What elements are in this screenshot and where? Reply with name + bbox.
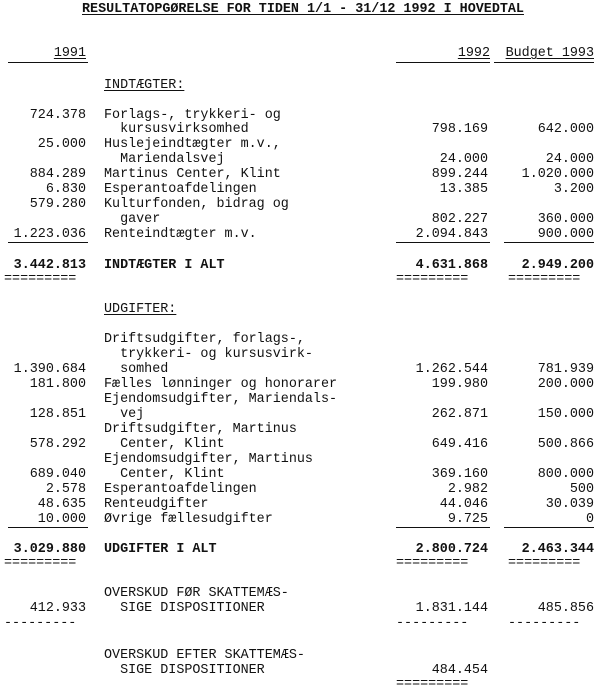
value-budget: 0	[585, 512, 594, 527]
value-1991: 25.000	[37, 137, 86, 152]
row-label: kursusvirksomhed	[104, 122, 249, 137]
surplus-label: OVERSKUD FØR SKATTEMÆS-	[104, 586, 289, 601]
dashed-rule-1992: ---------	[396, 616, 469, 631]
value-1991: 1.390.684	[13, 362, 86, 377]
surplus-label: SIGE DISPOSITIONER	[104, 663, 265, 678]
row-label: Renteindtægter m.v.	[104, 227, 257, 242]
double-rule-1992: =========	[396, 272, 469, 287]
row-label: Ejendomsudgifter, Martinus	[104, 452, 313, 467]
row-label: vej	[104, 407, 145, 422]
col-header-rule-1991	[8, 62, 88, 63]
row-label: gaver	[104, 212, 161, 227]
double-rule-1991: =========	[4, 556, 77, 571]
value-1991: 6.830	[45, 182, 86, 197]
value-1992: 199.980	[431, 377, 488, 392]
subtotal-rule-1992	[396, 242, 490, 243]
value-1991: 724.378	[29, 108, 86, 123]
surplus-1992: 1.831.144	[415, 601, 488, 616]
value-1992: 649.416	[431, 437, 488, 452]
value-1991: 884.289	[29, 167, 86, 182]
row-label: Kulturfonden, bidrag og	[104, 197, 289, 212]
surplus-1992: 484.454	[431, 663, 488, 678]
row-label: Driftsudgifter, forlags-,	[104, 332, 305, 347]
total-1992: 2.800.724	[415, 542, 488, 557]
value-budget: 900.000	[537, 227, 594, 242]
page-title: RESULTATOPGØRELSE FOR TIDEN 1/1 - 31/12 1992 I HOVEDTAL	[82, 2, 524, 17]
value-budget: 500	[569, 482, 594, 497]
col-header-rule-1992	[396, 62, 490, 63]
value-1992: 262.871	[431, 407, 488, 422]
subtotal-rule-1991	[8, 242, 88, 243]
row-label: somhed	[104, 362, 169, 377]
col-header-budget: Budget 1993	[505, 46, 594, 61]
row-label: Center, Klint	[104, 437, 225, 452]
value-budget: 360.000	[537, 212, 594, 227]
value-budget: 781.939	[537, 362, 594, 377]
value-budget: 30.039	[545, 497, 594, 512]
value-1991: 578.292	[29, 437, 86, 452]
surplus-label: OVERSKUD EFTER SKATTEMÆS-	[104, 648, 305, 663]
value-1991: 2.578	[45, 482, 86, 497]
col-header-1991: 1991	[53, 46, 86, 61]
row-label: Driftsudgifter, Martinus	[104, 422, 297, 437]
total-1992: 4.631.868	[415, 258, 488, 273]
value-1991: 48.635	[37, 497, 86, 512]
double-rule-budget: =========	[508, 272, 581, 287]
value-budget: 800.000	[537, 467, 594, 482]
value-budget: 1.020.000	[521, 167, 594, 182]
double-rule-1992: =========	[396, 556, 469, 571]
row-label: Ejendomsudgifter, Mariendals-	[104, 392, 338, 407]
row-label: Fælles lønninger og honorarer	[104, 377, 338, 392]
row-label: trykkeri- og kursusvirk-	[104, 347, 313, 362]
value-budget: 642.000	[537, 122, 594, 137]
value-1992: 24.000	[439, 152, 488, 167]
subtotal-rule-budget	[504, 242, 594, 243]
value-1992: 9.725	[447, 512, 488, 527]
row-label: Huslejeindtægter m.v.,	[104, 137, 281, 152]
total-label: UDGIFTER I ALT	[104, 542, 217, 557]
value-budget: 3.200	[553, 182, 594, 197]
col-header-1992: 1992	[457, 46, 490, 61]
value-1992: 13.385	[439, 182, 488, 197]
value-1991: 10.000	[37, 512, 86, 527]
value-1992: 802.227	[431, 212, 488, 227]
row-label: Esperantoafdelingen	[104, 182, 257, 197]
dashed-rule-1991: ---------	[4, 616, 77, 631]
value-1992: 2.094.843	[415, 227, 488, 242]
dashed-rule-budget: ---------	[508, 616, 581, 631]
value-budget: 500.866	[537, 437, 594, 452]
subtotal-rule-1991	[8, 527, 88, 528]
row-label: Esperantoafdelingen	[104, 482, 257, 497]
row-label: Center, Klint	[104, 467, 225, 482]
double-rule-1991: =========	[4, 272, 77, 287]
total-label: INDTÆGTER I ALT	[104, 258, 225, 273]
surplus-label: SIGE DISPOSITIONER	[104, 601, 265, 616]
value-1991: 181.800	[29, 377, 86, 392]
row-label: Forlags-, trykkeri- og	[104, 108, 281, 123]
row-label: Renteudgifter	[104, 497, 209, 512]
total-1991: 3.442.813	[13, 258, 86, 273]
value-1992: 899.244	[431, 167, 488, 182]
value-1992: 369.160	[431, 467, 488, 482]
row-label: Mariendalsvej	[104, 152, 225, 167]
row-label: Øvrige fællesudgifter	[104, 512, 273, 527]
subtotal-rule-budget	[504, 527, 594, 528]
income-heading: INDTÆGTER:	[104, 78, 185, 93]
value-1992: 1.262.544	[415, 362, 488, 377]
surplus-1991: 412.933	[29, 601, 86, 616]
value-budget: 24.000	[545, 152, 594, 167]
total-budget: 2.949.200	[521, 258, 594, 273]
col-header-rule-budget	[494, 62, 594, 63]
value-1992: 2.982	[447, 482, 488, 497]
total-1991: 3.029.880	[13, 542, 86, 557]
value-1991: 689.040	[29, 467, 86, 482]
value-1991: 579.280	[29, 197, 86, 212]
value-1991: 1.223.036	[13, 227, 86, 242]
double-rule-1992: =========	[396, 677, 469, 692]
value-1992: 44.046	[439, 497, 488, 512]
subtotal-rule-1992	[396, 527, 490, 528]
value-1992: 798.169	[431, 122, 488, 137]
value-budget: 150.000	[537, 407, 594, 422]
total-budget: 2.463.344	[521, 542, 594, 557]
double-rule-budget: =========	[508, 556, 581, 571]
value-1991: 128.851	[29, 407, 86, 422]
expense-heading: UDGIFTER:	[104, 302, 177, 317]
row-label: Martinus Center, Klint	[104, 167, 281, 182]
value-budget: 200.000	[537, 377, 594, 392]
surplus-budget: 485.856	[537, 601, 594, 616]
